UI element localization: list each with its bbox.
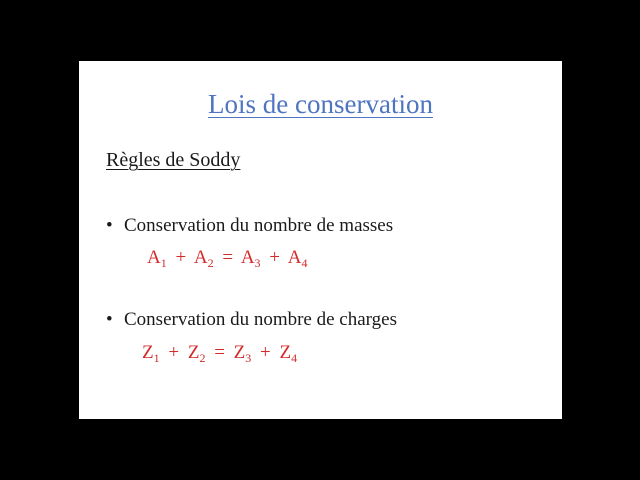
bullet-text: Conservation du nombre de charges xyxy=(124,309,397,330)
eq-term: A xyxy=(193,247,208,268)
eq-operator: + xyxy=(269,247,281,268)
eq-operator: = xyxy=(214,342,225,363)
eq-term: Z xyxy=(279,342,292,363)
bullet-marker: • xyxy=(106,215,113,236)
eq-term: Z xyxy=(187,342,200,363)
bullet-mass-conservation xyxy=(106,215,393,237)
eq-index: 3 xyxy=(254,256,261,270)
bullet-text: Conservation du nombre de masses xyxy=(124,215,394,236)
eq-index: 2 xyxy=(207,256,214,270)
eq-term: Z xyxy=(142,342,154,363)
bullet-charge-conservation xyxy=(106,309,397,331)
equation-charge xyxy=(142,342,297,366)
eq-index: 1 xyxy=(160,256,167,270)
eq-index: 2 xyxy=(199,351,206,365)
eq-term: A xyxy=(240,247,255,268)
eq-index: 3 xyxy=(245,351,252,365)
slide xyxy=(79,61,562,419)
eq-operator: + xyxy=(260,342,271,363)
eq-term: A xyxy=(287,247,302,268)
equation-mass xyxy=(147,247,307,271)
eq-term: Z xyxy=(233,342,246,363)
eq-index: 1 xyxy=(153,351,160,365)
slide-title: Lois de conservation xyxy=(208,89,433,119)
eq-index: 4 xyxy=(291,351,298,365)
eq-index: 4 xyxy=(301,256,308,270)
eq-operator: + xyxy=(168,342,180,363)
slide-subtitle: Règles de Soddy xyxy=(106,149,241,171)
eq-term: A xyxy=(147,247,161,268)
eq-operator: + xyxy=(175,247,187,268)
eq-operator: = xyxy=(222,247,234,268)
bullet-marker: • xyxy=(106,309,113,330)
